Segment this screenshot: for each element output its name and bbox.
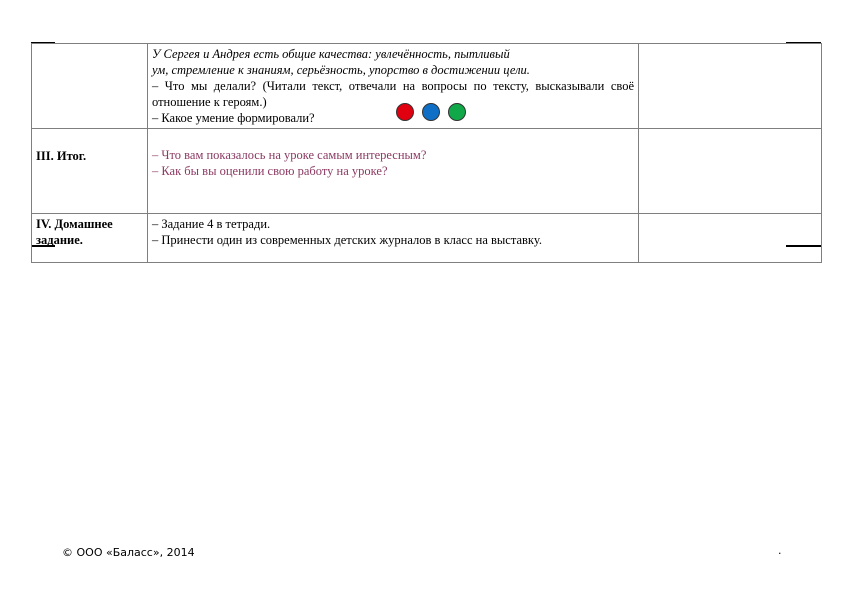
stage-cell [32,44,148,129]
content-cell [148,129,639,214]
blue-dot-icon [422,103,440,121]
table-row [32,129,822,214]
content-line-2: – Принести один из современных детских журналов в класс на выставку. [152,233,542,247]
content-cell [148,44,639,129]
notes-cell [639,129,822,214]
content-cell [148,214,639,263]
content-line-1: – Задание 4 в тетради. [152,217,271,231]
color-dots [396,103,466,121]
italic-line-2: ум, стремление к знаниям, серьёзность, упорство в достижении цели. [152,63,530,77]
stage-label: III. Итог. [36,149,87,163]
content-line-2: – Какое умение формировали? [152,111,315,125]
stage-cell [32,214,148,263]
table-row [32,214,822,263]
content-line-1: – Что вам показалось на уроке самым интересным? [152,148,427,162]
lesson-plan-table [31,43,822,263]
notes-cell [639,44,822,129]
content-line-1: – Что мы делали? (Читали текст, отвечали на вопросы по тексту, высказывали своё отношение к героям.) [152,79,634,109]
footer-copyright: © ООО «Баласс», 2014 [62,546,195,559]
italic-line-1: У Сергея и Андрея есть общие качества: увлечённость, пытливый [152,47,510,61]
stage-cell [32,129,148,214]
footer-page-mark: . [778,544,782,557]
notes-cell [639,214,822,263]
red-dot-icon [396,103,414,121]
content-line-2: – Как бы вы оценили свою работу на уроке? [152,164,388,178]
stage-label: IV. Домашнее задание. [36,217,113,247]
green-dot-icon [448,103,466,121]
